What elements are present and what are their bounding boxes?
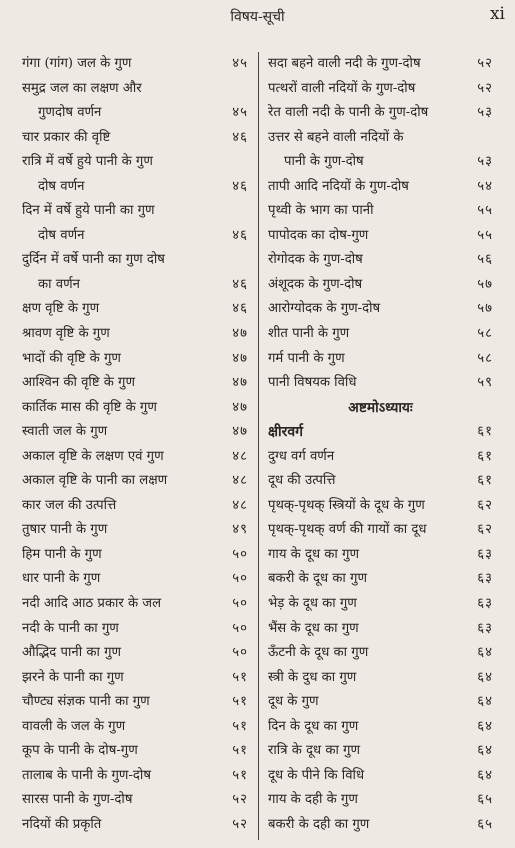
- toc-entry-page: ६४: [477, 718, 493, 734]
- toc-entry-page: ६२: [477, 522, 493, 538]
- toc-entry-page: ४७: [232, 424, 248, 440]
- toc-entry-title: तालाब के पानी के गुण-दोष: [22, 767, 151, 783]
- toc-entry-title: दोष वर्णन: [38, 227, 85, 243]
- toc-entry-title: झरने के पानी का गुण: [22, 669, 124, 685]
- toc-entry: [268, 273, 493, 298]
- toc-entry-title: नदी के पानी का गुण: [22, 620, 119, 636]
- toc-entry: [22, 420, 248, 445]
- toc-entry-page: ४८: [232, 448, 248, 464]
- toc-entry: [22, 273, 248, 298]
- toc-entry-title: दूध के गुण: [268, 694, 319, 710]
- toc-entry: [268, 592, 493, 617]
- toc-entry-page: ६३: [477, 620, 493, 636]
- toc-entry-page: ४७: [232, 350, 248, 366]
- toc-entry: [22, 101, 248, 126]
- toc-entry: [268, 347, 493, 372]
- toc-entry-page: ४६: [232, 178, 248, 194]
- toc-entry-title: भेड़ के दूध का गुण: [268, 596, 357, 612]
- toc-entry-page: ६१: [477, 448, 493, 464]
- toc-entry-title: दूध के पीने कि विधि: [268, 767, 365, 783]
- toc-entry-page: ५५: [477, 203, 493, 219]
- toc-entry: [22, 126, 248, 151]
- toc-entry-page: ५१: [232, 694, 248, 710]
- toc-entry: [22, 52, 248, 77]
- toc-entry-title: क्षीरवर्ग: [268, 424, 304, 441]
- toc-entry: [268, 543, 493, 568]
- toc-entry-title: स्वाती जल के गुण: [22, 424, 108, 440]
- section-heading: [268, 420, 493, 445]
- toc-entry-title: पृथक्-पृथक् वर्ण की गायों का दूध: [268, 522, 427, 538]
- toc-entry-title: श्रावण वृष्टि के गुण: [22, 326, 110, 342]
- toc-entry-title: अकाल वृष्टि के लक्षण एवं गुण: [22, 448, 164, 464]
- toc-entry: [22, 788, 248, 813]
- toc-entry-title: सदा बहने वाली नदी के गुण-दोष: [268, 56, 421, 71]
- toc-entry-page: ५१: [232, 669, 248, 685]
- toc-entry-page: ६४: [477, 767, 493, 783]
- toc-entry-title: रेत वाली नदी के पानी के गुण-दोष: [268, 105, 429, 121]
- toc-entry-page: ४९: [232, 522, 248, 538]
- toc-entry-title: भैंस के दूध का गुण: [268, 620, 359, 636]
- toc-entry: [268, 641, 493, 666]
- toc-entry-title: चौण्ट्य संज्ञक पानी का गुण: [22, 694, 150, 710]
- toc-left-column: [22, 52, 248, 838]
- toc-entry-page: ५०: [232, 596, 248, 612]
- toc-entry-page: ५१: [232, 767, 248, 783]
- toc-entry-title: दिन में वर्षे हुये पानी का गुण: [22, 203, 155, 219]
- page-number: xi: [489, 4, 505, 24]
- toc-entry: [22, 445, 248, 470]
- toc-entry: [22, 764, 248, 789]
- toc-entry: [268, 617, 493, 642]
- toc-entry-title: दोष वर्णन: [38, 178, 85, 194]
- toc-entry-title: अकाल वृष्टि के पानी का लक्षण: [22, 473, 168, 489]
- toc-entry-page: ५१: [232, 718, 248, 734]
- toc-entry-title: का वर्णन: [38, 276, 80, 292]
- toc-entry-title: गर्म पानी के गुण: [268, 350, 345, 366]
- toc-entry-title: धार पानी के गुण: [22, 571, 101, 587]
- toc-entry-title: कार्तिक मास की वृष्टि के गुण: [22, 399, 157, 415]
- toc-entry: [22, 77, 248, 102]
- toc-entry: [22, 543, 248, 568]
- toc-entry-title: क्षण वृष्टि के गुण: [22, 301, 100, 317]
- toc-entry: [268, 690, 493, 715]
- toc-entry: [22, 494, 248, 519]
- toc-entry: [22, 567, 248, 592]
- toc-entry: [268, 248, 493, 273]
- toc-entry-title: पत्थरों वाली नदियों के गुण-दोष: [268, 80, 416, 96]
- toc-entry-page: ५३: [477, 154, 493, 170]
- toc-entry-page: ४६: [232, 129, 248, 145]
- toc-entry-page: ४६: [232, 301, 248, 317]
- toc-entry: [268, 175, 493, 200]
- toc-entry: [268, 518, 493, 543]
- toc-entry: [22, 297, 248, 322]
- toc-entry-title: समुद्र जल का लक्षण और: [22, 80, 142, 96]
- toc-entry-page: ६३: [477, 596, 493, 612]
- toc-entry-title: नदी आदि आठ प्रकार के जल: [22, 596, 162, 612]
- toc-entry-title: अंशूदक के गुण-दोष: [268, 276, 363, 292]
- toc-entry: [22, 224, 248, 249]
- toc-entry-title: पृथक्-पृथक् स्त्रियों के दूध के गुण: [268, 497, 425, 513]
- toc-entry: [268, 788, 493, 813]
- toc-entry: [22, 322, 248, 347]
- toc-entry: [22, 371, 248, 396]
- toc-entry-page: ५४: [477, 178, 493, 194]
- toc-entry: [22, 175, 248, 200]
- toc-entry-page: ४७: [232, 399, 248, 415]
- toc-entry: [268, 199, 493, 224]
- toc-entry: [22, 469, 248, 494]
- toc-entry-title: बकरी के दूध का गुण: [268, 571, 367, 587]
- toc-entry: [22, 813, 248, 838]
- toc-entry: [268, 739, 493, 764]
- toc-entry-page: ६१: [477, 424, 493, 440]
- toc-entry: [268, 297, 493, 322]
- toc-entry-title: तापी आदि नदियों के गुण-दोष: [268, 178, 409, 194]
- toc-entry: [22, 617, 248, 642]
- chapter-heading: [268, 396, 493, 421]
- toc-entry-title: दुर्दिन में वर्षे पानी का गुण दोष: [22, 252, 165, 268]
- toc-entry: [268, 371, 493, 396]
- toc-entry-page: ५९: [477, 375, 493, 391]
- toc-entry-page: ६४: [477, 645, 493, 661]
- toc-entry-title: दुग्ध वर्ग वर्णन: [268, 448, 335, 464]
- toc-entry: [268, 469, 493, 494]
- toc-entry: [22, 592, 248, 617]
- toc-entry-title: वावली के जल के गुण: [22, 718, 126, 734]
- toc-entry-page: ६३: [477, 571, 493, 587]
- toc-entry: [268, 764, 493, 789]
- toc-entry-title: गाय के दही के गुण: [268, 792, 358, 808]
- toc-entry-page: ५२: [477, 56, 493, 71]
- toc-entry-title: गाय के दूध का गुण: [268, 546, 359, 562]
- toc-entry: [22, 396, 248, 421]
- toc-entry-page: ५२: [477, 80, 493, 96]
- toc-entry: [22, 248, 248, 273]
- page-header: [0, 0, 515, 30]
- toc-entry-page: ६५: [477, 792, 493, 808]
- toc-entry-title: सारस पानी के गुण-दोष: [22, 792, 133, 808]
- toc-entry-page: ६४: [477, 694, 493, 710]
- toc-entry-page: ५०: [232, 546, 248, 562]
- toc-entry-title: रात्रि के दूध का गुण: [268, 743, 361, 759]
- toc-entry: [268, 494, 493, 519]
- toc-entry-page: ५०: [232, 620, 248, 636]
- toc-entry: [22, 199, 248, 224]
- toc-entry-page: ५२: [232, 816, 248, 832]
- toc-entry: [22, 666, 248, 691]
- toc-entry: [268, 322, 493, 347]
- toc-entry-title: दूध की उत्पत्ति: [268, 473, 336, 489]
- toc-entry: [268, 52, 493, 77]
- toc-entry: [22, 641, 248, 666]
- toc-entry-title: पृथ्वी के भाग का पानी: [268, 203, 374, 219]
- toc-entry-title: स्त्री के दुध का गुण: [268, 669, 357, 685]
- toc-entry-page: ४६: [232, 276, 248, 292]
- toc-entry: [268, 813, 493, 838]
- page-title: विषय-सूची: [230, 9, 285, 25]
- toc-entry-page: ५३: [477, 105, 493, 121]
- toc-entry-page: ४५: [232, 56, 248, 71]
- toc-entry-page: ४६: [232, 227, 248, 243]
- toc-entry: [268, 567, 493, 592]
- toc-entry: [22, 690, 248, 715]
- toc-entry-page: ६२: [477, 497, 493, 513]
- toc-entry-title: गंगा (गांग) जल के गुण: [22, 56, 132, 71]
- toc-entry-title: भादों की वृष्टि के गुण: [22, 350, 121, 366]
- toc-entry-title: हिम पानी के गुण: [22, 546, 102, 562]
- toc-entry-title: रात्रि में वर्षे हुये पानी के गुण: [22, 154, 153, 170]
- toc-entry-title: बकरी के दही का गुण: [268, 816, 370, 832]
- toc-entry-page: ५२: [232, 792, 248, 808]
- toc-entry-title: उत्तर से बहने वाली नदियों के: [268, 129, 404, 145]
- toc-entry-title: चार प्रकार की वृष्टि: [22, 129, 111, 145]
- toc-entry-page: ५८: [477, 326, 493, 342]
- toc-entry-page: ४७: [232, 326, 248, 342]
- toc-entry-title: गुणदोष वर्णन: [38, 105, 102, 121]
- toc-entry-page: ६४: [477, 743, 493, 759]
- toc-entry-title: औद्भिद पानी का गुण: [22, 645, 122, 661]
- toc-entry: [22, 715, 248, 740]
- column-divider: [258, 52, 259, 840]
- toc-entry-page: ६४: [477, 669, 493, 685]
- toc-entry-page: ५०: [232, 645, 248, 661]
- toc-entry-page: ४५: [232, 105, 248, 121]
- toc-entry-title: कूप के पानी के दोष-गुण: [22, 743, 138, 759]
- toc-entry-title: पापोदक का दोष-गुण: [268, 227, 369, 243]
- toc-entry-title: शीत पानी के गुण: [268, 326, 350, 342]
- toc-entry-page: ५८: [477, 350, 493, 366]
- toc-entry: [268, 715, 493, 740]
- toc-entry-page: ५७: [477, 276, 493, 292]
- toc-entry: [268, 445, 493, 470]
- toc-entry: [22, 150, 248, 175]
- toc-right-column: [268, 52, 493, 838]
- toc-entry: [268, 224, 493, 249]
- toc-entry: [268, 101, 493, 126]
- toc-entry-title: पानी विषयक विधि: [268, 375, 357, 391]
- toc-entry: [268, 126, 493, 151]
- toc-entry-page: ४८: [232, 473, 248, 489]
- toc-entry-page: ६१: [477, 473, 493, 489]
- toc-entry-page: ६३: [477, 546, 493, 562]
- toc-entry-page: ६५: [477, 816, 493, 832]
- toc-entry: [268, 666, 493, 691]
- toc-entry-title: आरोग्योदक के गुण-दोष: [268, 301, 381, 317]
- toc-entry-title: ऊँटनी के दूध का गुण: [268, 645, 369, 661]
- toc-entry: [22, 739, 248, 764]
- toc-entry-title: पानी के गुण-दोष: [284, 154, 364, 170]
- toc-entry-title: आश्विन की वृष्टि के गुण: [22, 375, 135, 391]
- toc-entry: [268, 150, 493, 175]
- toc-entry-page: ४७: [232, 375, 248, 391]
- toc-entry-title: रोगोदक के गुण-दोष: [268, 252, 363, 268]
- toc-entry-title: नदियों की प्रकृति: [22, 816, 102, 832]
- toc-entry-page: ५७: [477, 301, 493, 317]
- toc-entry: [22, 518, 248, 543]
- toc-entry-page: ५६: [477, 252, 493, 268]
- toc-entry-page: ५१: [232, 743, 248, 759]
- toc-entry: [268, 77, 493, 102]
- toc-entry-title: अष्टमोऽध्यायः: [348, 399, 413, 416]
- toc-entry-page: ४८: [232, 497, 248, 513]
- toc-entry-page: ५०: [232, 571, 248, 587]
- toc-entry: [22, 347, 248, 372]
- toc-entry-title: कार जल की उत्पत्ति: [22, 497, 117, 513]
- toc-entry-title: तुषार पानी के गुण: [22, 522, 108, 538]
- toc-entry-page: ५५: [477, 227, 493, 243]
- toc-entry-title: दिन के दूध का गुण: [268, 718, 359, 734]
